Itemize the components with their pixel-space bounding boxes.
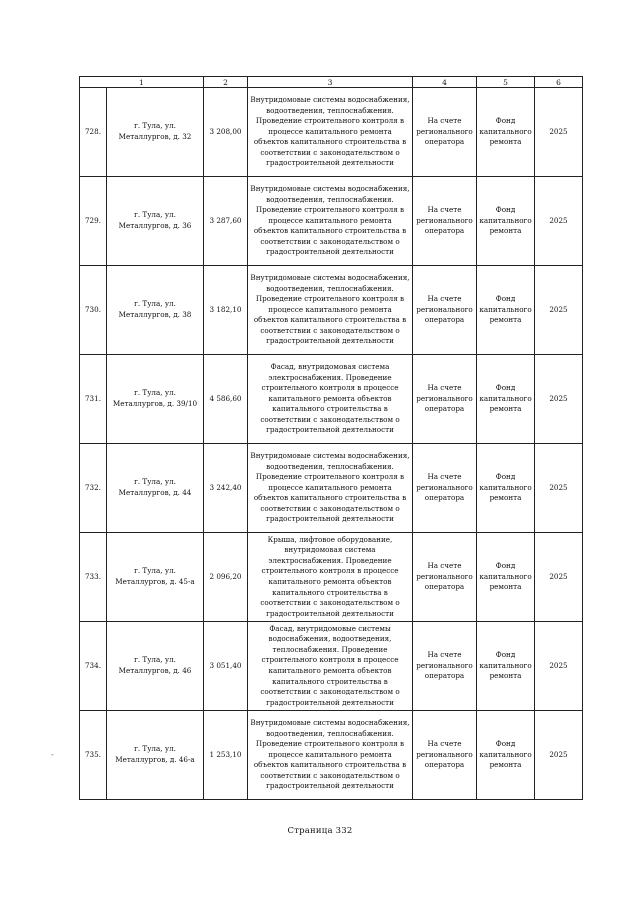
account-type-cell: На счете регионального оператора — [413, 177, 477, 266]
row-number: 729. — [80, 177, 107, 266]
table-row — [80, 266, 583, 355]
table-row — [80, 355, 583, 444]
account-type-cell: На счете регионального оператора — [413, 711, 477, 800]
account-type-cell: На счете регионального оператора — [413, 444, 477, 533]
year-cell: 2025 — [535, 444, 583, 533]
address-cell: г. Тула, ул. Металлургов, д. 39/10 — [107, 355, 204, 444]
table-row — [80, 533, 583, 622]
area-cell: 3 242,40 — [204, 444, 248, 533]
area-cell: 3 051,40 — [204, 622, 248, 711]
work-description-cell: Внутридомовые системы водоснабжения, водоотведения, теплоснабжения. Проведение строительного контроля в процессе капитального ремонта объектов капитального строительства в соответствии с законодательством о градостроительной деятельности — [248, 266, 413, 355]
work-description-cell: Фасад, внутридомовые системы водоснабжения, водоотведения, теплоснабжения. Проведение строительного контроля в процессе капитального ремонта объектов капитального строительства в соответствии с законодательством о градостроительной деятельности — [248, 622, 413, 711]
area-cell: 4 586,60 — [204, 355, 248, 444]
work-description-cell: Фасад, внутридомовая система электроснабжения. Проведение строительного контроля в процессе капитального ремонта объектов капитального строительства в соответствии с законодательством о градостроительной деятельности — [248, 355, 413, 444]
column-number-1: 1 — [80, 77, 204, 88]
funding-source-cell: Фонд капитального ремонта — [477, 533, 535, 622]
account-type-cell: На счете регионального оператора — [413, 622, 477, 711]
work-description-cell: Внутридомовые системы водоснабжения, водоотведения, теплоснабжения. Проведение строительного контроля в процессе капитального ремонта объектов капитального строительства в соответствии с законодательством о градостроительной деятельности — [248, 711, 413, 800]
address-cell: г. Тула, ул. Металлургов, д. 36 — [107, 177, 204, 266]
year-cell: 2025 — [535, 266, 583, 355]
funding-source-cell: Фонд капитального ремонта — [477, 88, 535, 177]
row-number: 732. — [80, 444, 107, 533]
year-cell: 2025 — [535, 711, 583, 800]
funding-source-cell: Фонд капитального ремонта — [477, 622, 535, 711]
column-number-3: 3 — [248, 77, 413, 88]
row-number: 733. — [80, 533, 107, 622]
address-cell: г. Тула, ул. Металлургов, д. 44 — [107, 444, 204, 533]
funding-source-cell: Фонд капитального ремонта — [477, 444, 535, 533]
table-row — [80, 711, 583, 800]
area-cell: 3 287,60 — [204, 177, 248, 266]
work-description-cell: Крыша, лифтовое оборудование, внутридомовая система электроснабжения. Проведение строительного контроля в процессе капитального ремонта объектов капитального строительства в соответствии с законодательством о градостроительной деятельности — [248, 533, 413, 622]
row-number: 731. — [80, 355, 107, 444]
work-description-cell: Внутридомовые системы водоснабжения, водоотведения, теплоснабжения. Проведение строительного контроля в процессе капитального ремонта объектов капитального строительства в соответствии с законодательством о градостроительной деятельности — [248, 88, 413, 177]
year-cell: 2025 — [535, 355, 583, 444]
year-cell: 2025 — [535, 177, 583, 266]
page-number: Страница 332 — [287, 826, 353, 836]
year-cell: 2025 — [535, 622, 583, 711]
table-row — [80, 622, 583, 711]
address-cell: г. Тула, ул. Металлургов, д. 46 — [107, 622, 204, 711]
table-row — [80, 444, 583, 533]
account-type-cell: На счете регионального оператора — [413, 355, 477, 444]
address-cell: г. Тула, ул. Металлургов, д. 32 — [107, 88, 204, 177]
column-number-4: 4 — [413, 77, 477, 88]
work-description-cell: Внутридомовые системы водоснабжения, водоотведения, теплоснабжения. Проведение строительного контроля в процессе капитального ремонта объектов капитального строительства в соответствии с законодательством о градостроительной деятельности — [248, 444, 413, 533]
table-row — [80, 177, 583, 266]
account-type-cell: На счете регионального оператора — [413, 88, 477, 177]
work-description-cell: Внутридомовые системы водоснабжения, водоотведения, теплоснабжения. Проведение строительного контроля в процессе капитального ремонта объектов капитального строительства в соответствии с законодательством о градостроительной деятельности — [248, 177, 413, 266]
column-number-6: 6 — [535, 77, 583, 88]
account-type-cell: На счете регионального оператора — [413, 533, 477, 622]
table-row — [80, 88, 583, 177]
funding-source-cell: Фонд капитального ремонта — [477, 355, 535, 444]
row-number: 728. — [80, 88, 107, 177]
area-cell: 3 208,00 — [204, 88, 248, 177]
row-number: 735. — [80, 711, 107, 800]
year-cell: 2025 — [535, 533, 583, 622]
column-number-2: 2 — [204, 77, 248, 88]
funding-source-cell: Фонд капитального ремонта — [477, 177, 535, 266]
address-cell: г. Тула, ул. Металлургов, д. 46-а — [107, 711, 204, 800]
column-number-5: 5 — [477, 77, 535, 88]
area-cell: 2 096,20 — [204, 533, 248, 622]
column-number-row — [80, 77, 583, 88]
funding-source-cell: Фонд капитального ремонта — [477, 266, 535, 355]
account-type-cell: На счете регионального оператора — [413, 266, 477, 355]
address-cell: г. Тула, ул. Металлургов, д. 38 — [107, 266, 204, 355]
row-number: 734. — [80, 622, 107, 711]
margin-mark: - — [51, 750, 54, 759]
repair-schedule-table — [79, 76, 583, 800]
address-cell: г. Тула, ул. Металлургов, д. 45-а — [107, 533, 204, 622]
funding-source-cell: Фонд капитального ремонта — [477, 711, 535, 800]
row-number: 730. — [80, 266, 107, 355]
year-cell: 2025 — [535, 88, 583, 177]
area-cell: 3 182,10 — [204, 266, 248, 355]
area-cell: 1 253,10 — [204, 711, 248, 800]
